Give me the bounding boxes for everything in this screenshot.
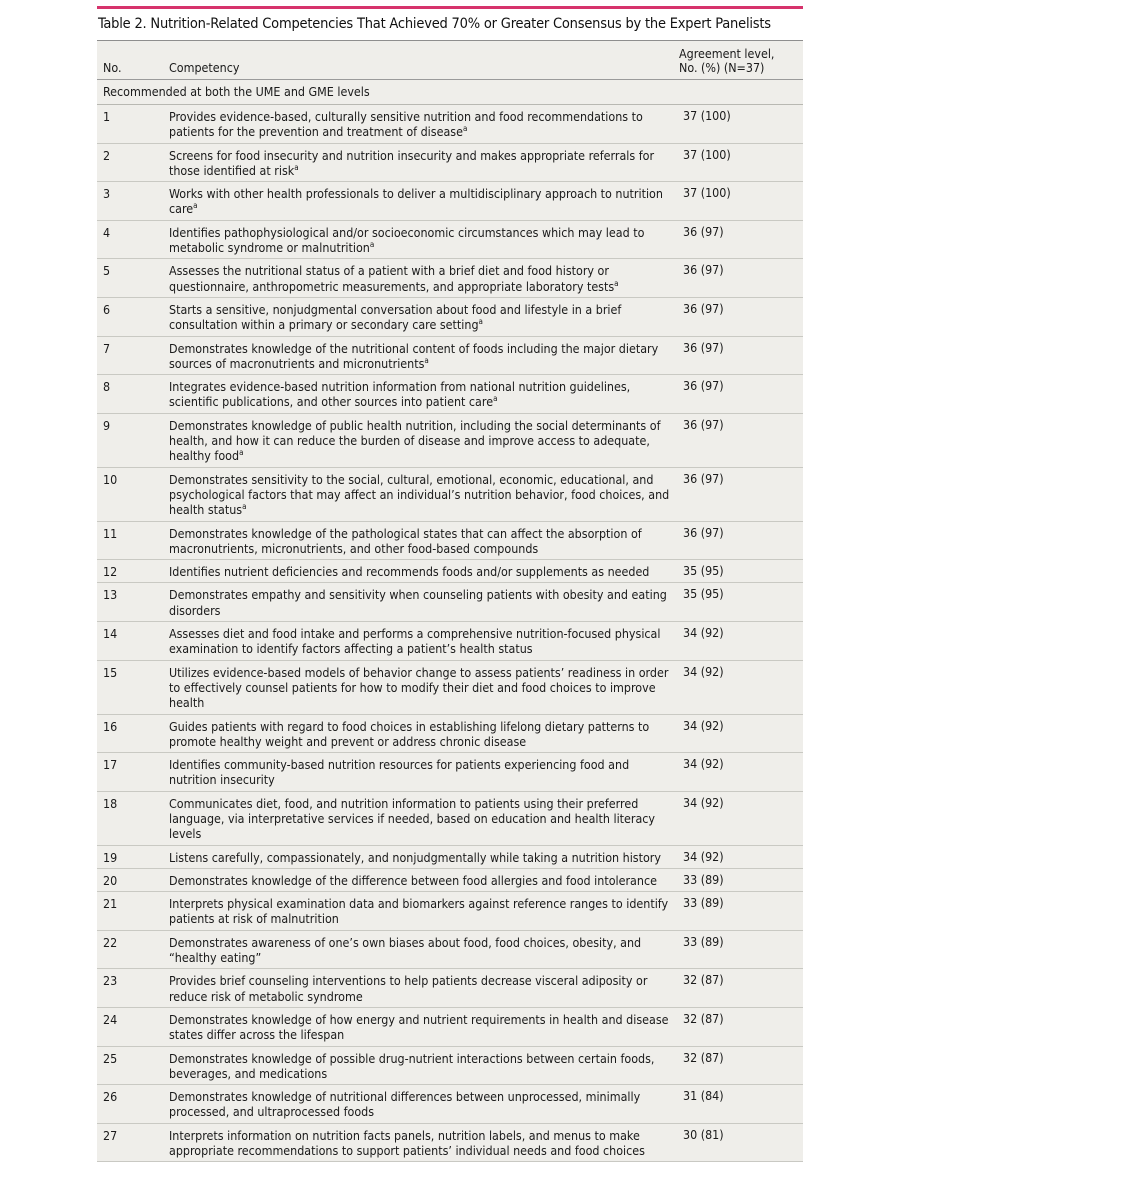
- row-agreement: 34 (92): [683, 663, 724, 679]
- table-row: [97, 846, 803, 869]
- row-number: 19: [103, 849, 118, 865]
- table-row: [97, 715, 803, 754]
- row-number: 9: [103, 417, 111, 433]
- row-competency-text: Assesses diet and food intake and performs a comprehensive nutrition-focused physical examination to identify factors affecting a patient’s health status: [169, 626, 661, 657]
- row-agreement: 36 (97): [683, 262, 724, 278]
- table-row: [97, 221, 803, 260]
- row-number: 25: [103, 1050, 118, 1066]
- row-agreement: 35 (95): [683, 563, 724, 579]
- row-competency-text: Identifies community-based nutrition resources for patients experiencing food and nutrition insecurity: [169, 757, 630, 788]
- table-row: [97, 182, 803, 221]
- row-agreement: 36 (97): [683, 378, 724, 394]
- table-row: [97, 105, 803, 144]
- row-competency-text: Interprets information on nutrition facts panels, nutrition labels, and menus to make appropriate recommendations to support patients’ individual needs and food choices: [169, 1127, 645, 1159]
- row-competency: [169, 263, 683, 294]
- row-agreement: 34 (92): [683, 848, 724, 864]
- row-agreement: 33 (89): [683, 933, 724, 949]
- row-competency-text: Demonstrates knowledge of public health nutrition, including the social determinants of health, and how it can reduce the burden of disease and improve access to adequate, healthy food: [169, 417, 661, 464]
- row-number: 8: [103, 379, 111, 395]
- table-title: Table 2. Nutrition-Related Competencies That Achieved 70% or Greater Consensus by the Expert Panelists: [98, 16, 771, 32]
- row-agreement: 37 (100): [683, 146, 731, 162]
- row-competency-text: Starts a sensitive, nonjudgmental conversation about food and lifestyle in a brief consultation within a primary or secondary care setting: [169, 301, 622, 333]
- row-competency-text: Demonstrates knowledge of the nutritional content of foods including the major dietary sources of macronutrients and micronutrients: [169, 340, 659, 371]
- table-row: [97, 259, 803, 298]
- row-competency: [169, 109, 683, 140]
- row-competency: [169, 379, 683, 410]
- row-agreement: 32 (87): [683, 972, 724, 988]
- row-agreement: 36 (97): [683, 470, 724, 486]
- row-competency-text: Demonstrates sensitivity to the social, cultural, emotional, economic, educational, and psychological factors that may affect an individual’s nutrition behavior, food choices, and health status: [169, 471, 670, 518]
- footnote-marker: a: [493, 394, 498, 404]
- row-competency-text: Demonstrates knowledge of the pathological states that can affect the absorption of macronutrients, micronutrients, and other food-based compounds: [169, 525, 642, 556]
- footnote-marker: a: [239, 448, 244, 458]
- row-competency: [169, 665, 683, 711]
- row-agreement: 36 (97): [683, 223, 724, 239]
- table-row: [97, 337, 803, 376]
- table-row: [97, 969, 803, 1008]
- row-number: 18: [103, 795, 118, 811]
- row-competency-text: Demonstrates knowledge of nutritional differences between unprocessed, minimally processed, and ultraprocessed foods: [169, 1089, 641, 1120]
- row-number: 14: [103, 626, 118, 642]
- row-competency-text: Demonstrates empathy and sensitivity when counseling patients with obesity and eating disorders: [169, 587, 667, 618]
- row-competency: [169, 186, 683, 217]
- row-number: 10: [103, 471, 118, 487]
- footnote-marker: a: [424, 355, 429, 365]
- table-row: [97, 375, 803, 414]
- row-competency-text: Works with other health professionals to deliver a multidisciplinary approach to nutrition care: [169, 186, 663, 217]
- row-competency-text: Integrates evidence-based nutrition information from national nutrition guidelines, scientific publications, and other sources into patient care: [169, 379, 631, 410]
- row-number: 5: [103, 263, 111, 279]
- row-competency: [169, 719, 683, 750]
- row-competency-text: Listens carefully, compassionately, and nonjudgmentally while taking a nutrition history: [169, 849, 661, 865]
- footnote-marker: a: [193, 201, 198, 211]
- row-competency: [169, 873, 683, 888]
- row-competency: [169, 1012, 683, 1043]
- table-header: [97, 41, 803, 80]
- row-competency-text: Demonstrates knowledge of the difference between food allergies and food intolerance: [169, 872, 657, 888]
- row-competency-text: Demonstrates knowledge of possible drug-nutrient interactions between certain foods, beverages, and medications: [169, 1050, 655, 1081]
- table-row: [97, 583, 803, 622]
- row-agreement: 36 (97): [683, 416, 724, 432]
- table-row: [97, 753, 803, 792]
- row-competency-text: Interprets physical examination data and biomarkers against reference ranges to identify patients at risk of malnutrition: [169, 896, 669, 927]
- row-agreement: 34 (92): [683, 794, 724, 810]
- table-row: [97, 869, 803, 892]
- row-agreement: 34 (92): [683, 717, 724, 733]
- table-body: [97, 105, 803, 1162]
- row-agreement: 36 (97): [683, 524, 724, 540]
- row-number: 20: [103, 872, 118, 888]
- row-number: 3: [103, 186, 111, 202]
- row-agreement: 37 (100): [683, 108, 731, 123]
- competency-table: [97, 40, 803, 1162]
- row-agreement: 33 (89): [683, 871, 724, 887]
- row-competency-text: Provides evidence-based, culturally sensitive nutrition and food recommendations to patients for the prevention and treatment of disease: [169, 109, 643, 140]
- row-competency-text: Screens for food insecurity and nutrition insecurity and makes appropriate referrals for those identified at risk: [169, 147, 655, 178]
- header-agreement-line2: No. (%) (N=37): [679, 60, 765, 75]
- footnote-marker: a: [242, 502, 247, 512]
- row-number: 12: [103, 564, 118, 580]
- section-label: Recommended at both the UME and GME levels: [97, 80, 803, 105]
- table-row: [97, 1124, 803, 1163]
- table-row: [97, 661, 803, 715]
- row-competency: [169, 564, 683, 579]
- row-competency: [169, 587, 683, 618]
- header-competency: Competency: [169, 60, 240, 75]
- row-competency: [169, 302, 683, 333]
- header-no: No.: [103, 60, 122, 75]
- row-competency: [169, 1089, 683, 1120]
- footnote-marker: a: [614, 278, 619, 288]
- row-agreement: 35 (95): [683, 586, 724, 602]
- table-row: [97, 560, 803, 583]
- header-agreement-line1: Agreement level,: [679, 46, 775, 61]
- row-number: 21: [103, 896, 118, 912]
- table-row: [97, 144, 803, 183]
- table-row: [97, 414, 803, 468]
- row-competency-text: Provides brief counseling interventions to help patients decrease visceral adiposity or reduce risk of metabolic syndrome: [169, 973, 648, 1004]
- row-number: 4: [103, 224, 111, 240]
- row-competency-text: Assesses the nutritional status of a patient with a brief diet and food history or questionnaire, anthropometric measurements, and appropriate laboratory tests: [169, 263, 615, 294]
- row-agreement: 37 (100): [683, 185, 731, 201]
- row-competency-text: Demonstrates awareness of one’s own biases about food, food choices, obesity, and “healthy eating”: [169, 934, 642, 966]
- row-competency: [169, 341, 683, 372]
- row-competency: [169, 626, 683, 657]
- row-competency: [169, 935, 683, 966]
- row-agreement: 32 (87): [683, 1049, 724, 1065]
- table-row: [97, 892, 803, 931]
- row-agreement: 33 (89): [683, 895, 724, 911]
- footnote-marker: a: [462, 124, 468, 134]
- table-container: [97, 6, 803, 1162]
- row-number: 15: [103, 664, 118, 680]
- row-competency: [169, 148, 683, 179]
- row-number: 23: [103, 973, 118, 989]
- footnote-marker: a: [294, 162, 299, 172]
- row-competency-text: Utilizes evidence-based models of behavior change to assess patients’ readiness in order to effectively counsel patients for how to modify their diet and food choices to improve health: [169, 664, 669, 711]
- row-competency: [169, 472, 683, 518]
- row-number: 2: [103, 147, 111, 163]
- row-competency-text: Demonstrates knowledge of how energy and nutrient requirements in health and disease states differ across the lifespan: [169, 1011, 669, 1043]
- row-number: 1: [103, 109, 111, 124]
- footnote-marker: a: [369, 240, 375, 250]
- row-agreement: 36 (97): [683, 339, 724, 355]
- row-number: 17: [103, 757, 118, 773]
- row-number: 13: [103, 587, 118, 603]
- table-row: [97, 468, 803, 522]
- header-agreement: [679, 47, 803, 75]
- table-row: [97, 622, 803, 661]
- row-competency: [169, 850, 683, 865]
- row-competency: [169, 896, 683, 927]
- row-competency: [169, 1128, 683, 1159]
- table-row: [97, 522, 803, 561]
- row-agreement: 34 (92): [683, 756, 724, 772]
- row-number: 26: [103, 1089, 118, 1105]
- row-agreement: 30 (81): [683, 1126, 724, 1142]
- row-competency-text: Guides patients with regard to food choices in establishing lifelong dietary patterns to promote healthy weight and prevent or address chronic disease: [169, 718, 650, 749]
- row-number: 27: [103, 1127, 118, 1143]
- footnote-marker: a: [478, 317, 483, 327]
- table-row: [97, 1085, 803, 1124]
- table-row: [97, 1008, 803, 1047]
- row-number: 22: [103, 934, 118, 950]
- table-row: [97, 298, 803, 337]
- row-number: 6: [103, 301, 111, 317]
- row-competency: [169, 757, 683, 788]
- row-competency-text: Identifies nutrient deficiencies and recommends foods and/or supplements as needed: [169, 564, 650, 580]
- table-row: [97, 792, 803, 846]
- row-competency: [169, 1051, 683, 1082]
- row-competency: [169, 526, 683, 557]
- row-competency: [169, 418, 683, 464]
- row-competency-text: Communicates diet, food, and nutrition information to patients using their preferred language, via interpretative services if needed, based on education and health literacy levels: [169, 795, 656, 842]
- row-agreement: 31 (84): [683, 1088, 724, 1104]
- row-competency: [169, 225, 683, 256]
- row-agreement: 34 (92): [683, 625, 724, 641]
- row-competency-text: Identifies pathophysiological and/or socioeconomic circumstances which may lead to metabolic syndrome or malnutrition: [169, 224, 645, 256]
- row-number: 24: [103, 1011, 118, 1027]
- row-number: 16: [103, 718, 118, 734]
- row-agreement: 32 (87): [683, 1010, 724, 1026]
- row-number: 7: [103, 340, 111, 356]
- table-row: [97, 931, 803, 970]
- row-agreement: 36 (97): [683, 300, 724, 316]
- row-competency: [169, 796, 683, 842]
- row-number: 11: [103, 525, 118, 541]
- table-row: [97, 1047, 803, 1086]
- row-competency: [169, 973, 683, 1004]
